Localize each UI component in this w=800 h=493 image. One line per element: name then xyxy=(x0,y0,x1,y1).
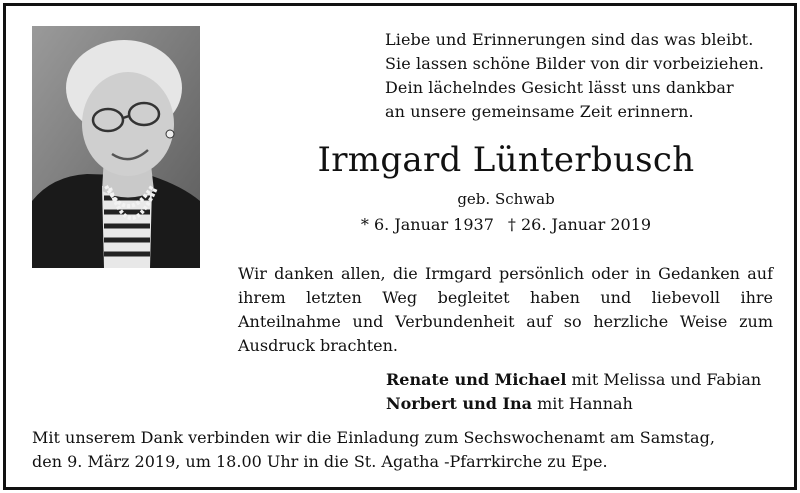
portrait-image xyxy=(32,26,200,268)
deceased-name: Irmgard Lünterbusch xyxy=(317,140,695,180)
life-dates xyxy=(306,213,706,237)
poem-line: Liebe und Erinnerungen sind das was bleibt. xyxy=(385,30,754,49)
poem-line: Sie lassen schöne Bilder von dir vorbeiziehen. xyxy=(385,54,765,73)
invitation xyxy=(32,426,752,474)
birth-date: * 6. Januar 1937 xyxy=(360,215,494,234)
thanks-text: Wir danken allen, die Irmgard persönlich oder in Gedanken auf ihrem letzten Weg begleitet haben und liebevoll ihre Anteilnahme und Verbundenheit auf so herzliche Weise zum Ausdruck brachten. xyxy=(238,264,773,355)
signer-line xyxy=(386,368,761,392)
poem-line: an unsere gemeinsame Zeit erinnern. xyxy=(385,102,694,121)
signer-names: Renate und Michael xyxy=(386,370,567,389)
signers xyxy=(386,368,761,416)
obituary-card xyxy=(3,3,797,490)
invitation-line: Mit unserem Dank verbinden wir die Einladung zum Sechswochenamt am Samstag, xyxy=(32,428,715,447)
signer-line xyxy=(386,392,761,416)
death-date: † 26. Januar 2019 xyxy=(507,215,652,234)
poem xyxy=(385,28,764,124)
poem-line: Dein lächelndes Gesicht lässt uns dankbar xyxy=(385,78,734,97)
signer-family: mit Hannah xyxy=(532,394,633,413)
portrait-photo xyxy=(32,26,200,268)
signer-family: mit Melissa und Fabian xyxy=(566,370,762,389)
signer-names: Norbert und Ina xyxy=(386,394,532,413)
invitation-line: den 9. März 2019, um 18.00 Uhr in die St. Agatha -Pfarrkirche zu Epe. xyxy=(32,452,608,471)
birth-name: geb. Schwab xyxy=(457,190,555,208)
